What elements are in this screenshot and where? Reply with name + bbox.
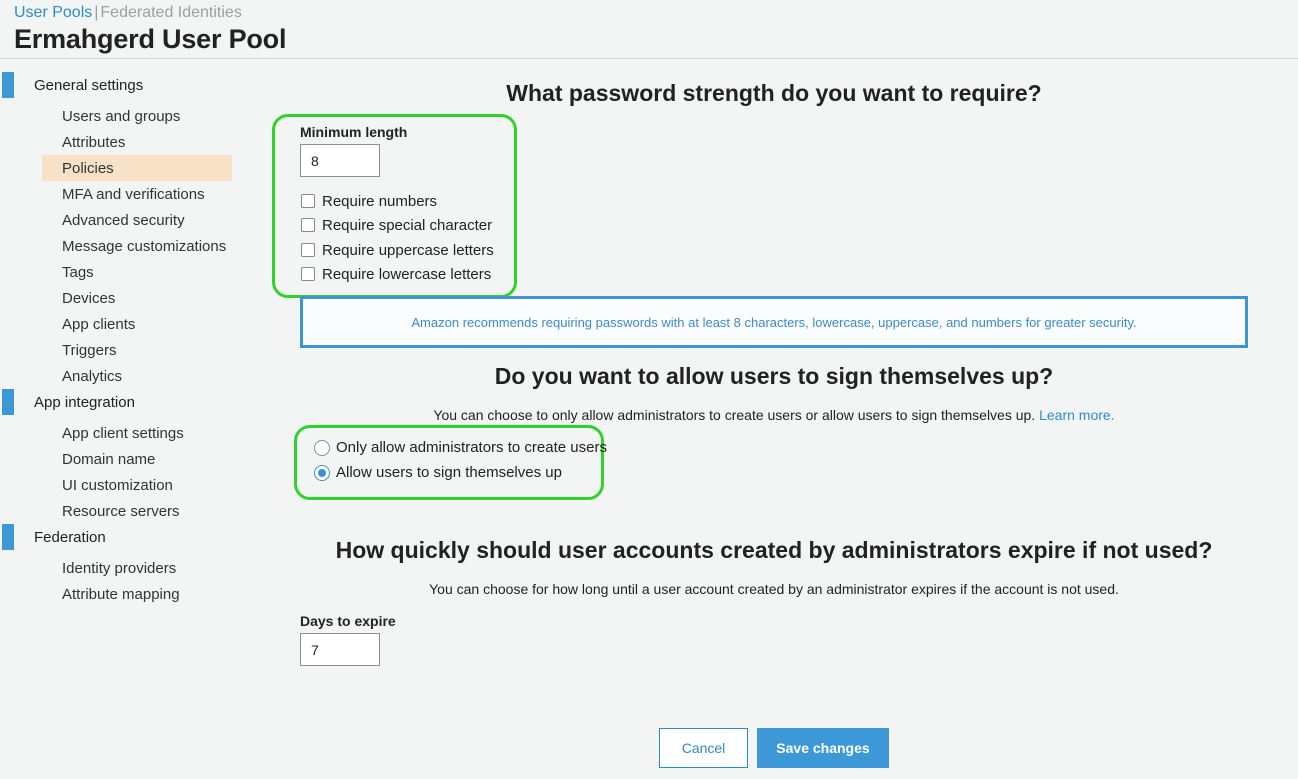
sidebar-item-app-clients[interactable] xyxy=(42,311,232,337)
sidebar-item-label: UI customization xyxy=(62,477,173,494)
save-changes-button[interactable]: Save changes xyxy=(757,728,889,768)
sidebar-item-label: Attribute mapping xyxy=(62,586,180,603)
sidebar-item-analytics[interactable] xyxy=(42,363,232,389)
sidebar-item-label: App clients xyxy=(62,316,136,333)
breadcrumb-user-pools-link[interactable]: User Pools xyxy=(14,4,93,21)
sidebar-item-label: Analytics xyxy=(62,368,123,385)
sidebar-item-label: Attributes xyxy=(62,134,126,151)
sidebar-item-app-client-settings[interactable] xyxy=(42,420,232,446)
section-marker xyxy=(2,72,14,98)
recommendation-text: Amazon recommends requiring passwords with at least 8 characters, lowercase, uppercase, and numbers for greater security. xyxy=(411,315,1137,330)
sidebar-nav xyxy=(0,72,240,607)
sidebar-item-ui-customization[interactable] xyxy=(42,472,232,498)
breadcrumb-separator: | xyxy=(94,4,99,21)
signup-options-highlight xyxy=(294,425,604,500)
sidebar-item-label: Advanced security xyxy=(62,212,185,229)
sidebar-item-label: Users and groups xyxy=(62,108,181,125)
sidebar-item-domain-name[interactable] xyxy=(42,446,232,472)
sidebar-item-mfa-and-verifications[interactable] xyxy=(42,181,232,207)
sidebar-item-label: Identity providers xyxy=(62,560,177,577)
sidebar-section-label: Federation xyxy=(34,529,106,546)
sidebar-section-general-settings[interactable] xyxy=(0,72,240,98)
expiry-description: You can choose for how long until a user account created by an administrator expires if the account is not used. xyxy=(429,581,1119,597)
sidebar-item-identity-providers[interactable] xyxy=(42,555,232,581)
section-marker xyxy=(2,524,14,550)
checkbox-label: Require special character xyxy=(322,217,493,234)
breadcrumb xyxy=(14,4,242,22)
sidebar-section-label: General settings xyxy=(34,77,144,94)
sidebar-item-resource-servers[interactable] xyxy=(42,498,232,524)
section-marker xyxy=(2,389,14,415)
password-strength-heading: What password strength do you want to require? xyxy=(506,80,1042,106)
password-recommendation-banner xyxy=(300,296,1248,348)
sidebar-item-label: MFA and verifications xyxy=(62,186,205,203)
minimum-length-input[interactable] xyxy=(300,144,380,177)
checkbox-label: Require lowercase letters xyxy=(322,266,492,283)
page-title: Ermahgerd User Pool xyxy=(14,24,287,54)
sidebar-item-tags[interactable] xyxy=(42,259,232,285)
sidebar-item-label: Message customizations xyxy=(62,238,227,255)
sidebar-item-label: App client settings xyxy=(62,425,184,442)
checkbox-box[interactable] xyxy=(301,218,315,232)
sidebar-item-label: Tags xyxy=(62,264,94,281)
signup-description-text: You can choose to only allow administrators to create users or allow users to sign themselves up. xyxy=(433,407,1036,423)
radio-label: Allow users to sign themselves up xyxy=(336,464,562,481)
sidebar-item-label: Domain name xyxy=(62,451,156,468)
header-divider xyxy=(0,58,1298,59)
signup-description xyxy=(270,407,1278,423)
signup-heading: Do you want to allow users to sign themselves up? xyxy=(494,363,1054,389)
expiry-heading: How quickly should user accounts created by administrators expire if not used? xyxy=(335,537,1213,563)
sidebar-item-message-customizations[interactable] xyxy=(42,233,232,259)
radio-circle-selected[interactable] xyxy=(314,465,330,481)
checkbox-box[interactable] xyxy=(301,194,315,208)
sidebar-item-label: Devices xyxy=(62,290,116,307)
sidebar-item-label: Triggers xyxy=(62,342,117,359)
learn-more-link[interactable]: Learn more. xyxy=(1039,407,1115,423)
days-to-expire-input[interactable] xyxy=(300,633,380,666)
minimum-length-label: Minimum length xyxy=(300,124,408,140)
sidebar-item-label: Resource servers xyxy=(62,503,180,520)
checkbox-box[interactable] xyxy=(301,243,315,257)
cancel-button[interactable]: Cancel xyxy=(659,728,748,768)
radio-circle[interactable] xyxy=(314,440,330,456)
sidebar-item-users-and-groups[interactable] xyxy=(42,103,232,129)
checkbox-label: Require uppercase letters xyxy=(322,242,494,259)
breadcrumb-federated-identities-link[interactable]: Federated Identities xyxy=(100,4,242,21)
sidebar-item-triggers[interactable] xyxy=(42,337,232,363)
sidebar-item-label: Policies xyxy=(62,160,114,177)
sidebar-item-advanced-security[interactable] xyxy=(42,207,232,233)
sidebar-section-app-integration[interactable] xyxy=(0,389,240,415)
checkbox-label: Require numbers xyxy=(322,193,438,210)
sidebar-section-label: App integration xyxy=(34,394,135,411)
sidebar-item-attribute-mapping[interactable] xyxy=(42,581,232,607)
radio-label: Only allow administrators to create users xyxy=(336,439,607,456)
sidebar-item-policies[interactable] xyxy=(42,155,232,181)
sidebar-section-federation[interactable] xyxy=(0,524,240,550)
sidebar-item-devices[interactable] xyxy=(42,285,232,311)
sidebar-item-attributes[interactable] xyxy=(42,129,232,155)
days-to-expire-label: Days to expire xyxy=(300,613,396,629)
checkbox-box[interactable] xyxy=(301,267,315,281)
